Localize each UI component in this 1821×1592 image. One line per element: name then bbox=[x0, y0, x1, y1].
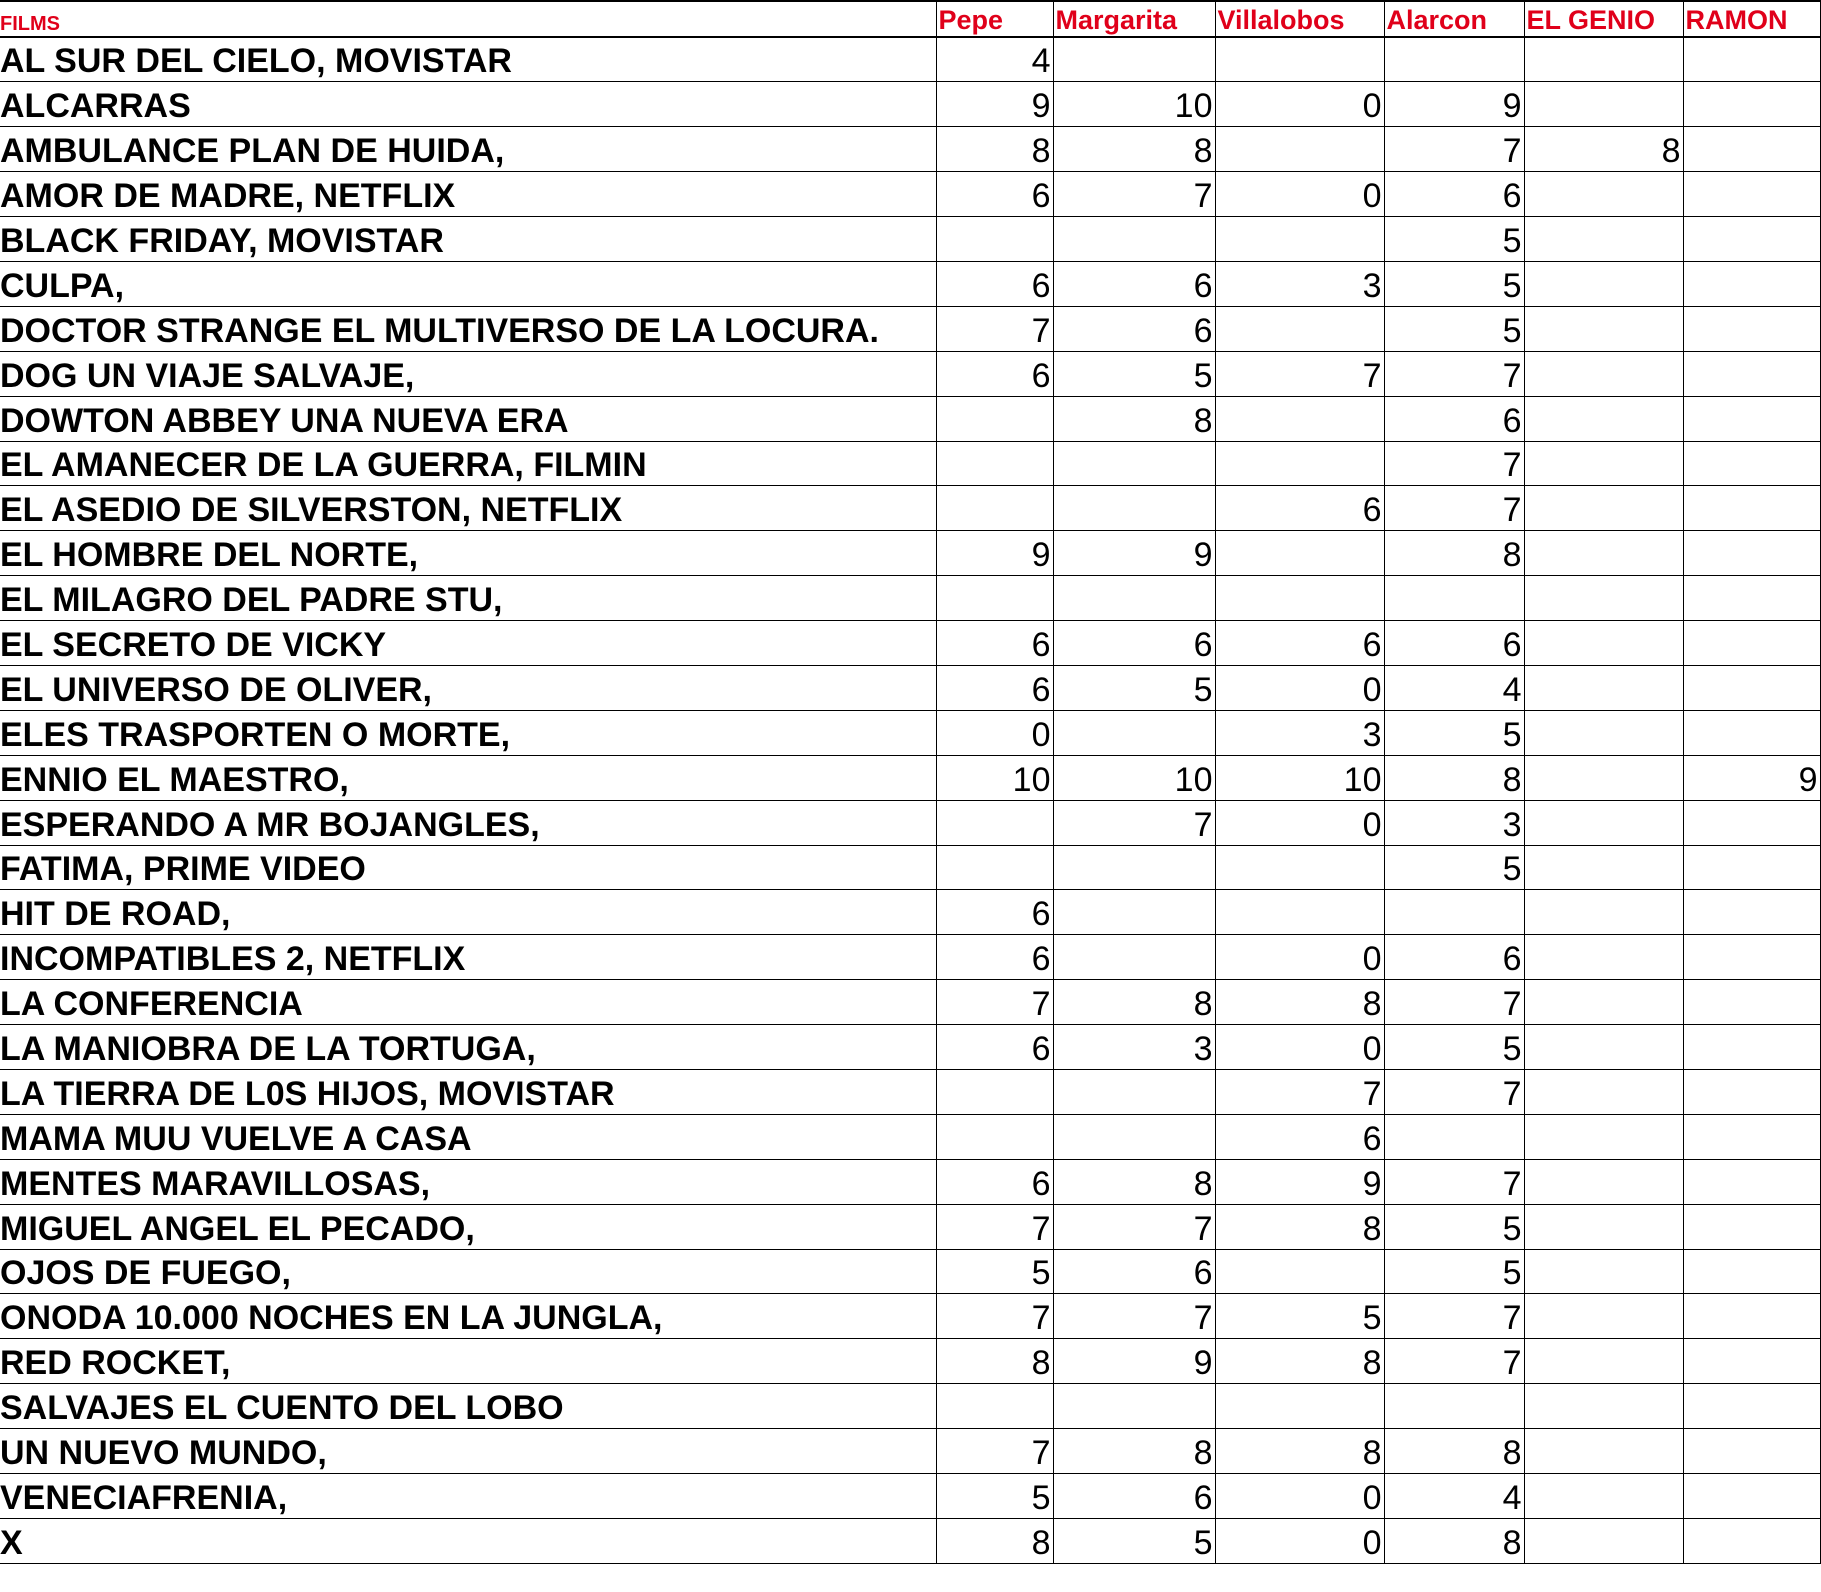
score-cell[interactable]: 6 bbox=[1384, 172, 1524, 217]
score-cell[interactable]: 8 bbox=[1053, 980, 1215, 1025]
table-row bbox=[0, 1518, 1820, 1563]
table-row bbox=[0, 531, 1820, 576]
score-cell[interactable]: 4 bbox=[1384, 1474, 1524, 1519]
table-row bbox=[0, 621, 1820, 666]
score-cell[interactable] bbox=[1215, 217, 1384, 262]
table-row bbox=[0, 1429, 1820, 1474]
score-cell[interactable]: 5 bbox=[1384, 217, 1524, 262]
score-cell[interactable] bbox=[1683, 1249, 1820, 1294]
score-cell[interactable]: 5 bbox=[936, 1249, 1053, 1294]
table-row bbox=[0, 980, 1820, 1025]
score-cell[interactable] bbox=[936, 1069, 1053, 1114]
film-title-cell[interactable]: OJOS DE FUEGO, bbox=[0, 1249, 936, 1294]
score-cell[interactable]: 6 bbox=[1215, 486, 1384, 531]
table-row bbox=[0, 306, 1820, 351]
score-cell[interactable]: 6 bbox=[1384, 621, 1524, 666]
score-cell[interactable]: 6 bbox=[936, 621, 1053, 666]
ratings-body bbox=[0, 37, 1820, 1563]
score-cell[interactable]: 9 bbox=[1053, 1339, 1215, 1384]
film-title-cell[interactable]: BLACK FRIDAY, MOVISTAR bbox=[0, 217, 936, 262]
score-cell[interactable] bbox=[1524, 486, 1683, 531]
score-cell[interactable] bbox=[1683, 37, 1820, 82]
score-cell[interactable]: 9 bbox=[936, 531, 1053, 576]
score-cell[interactable]: 8 bbox=[1215, 1429, 1384, 1474]
table-row bbox=[0, 1069, 1820, 1114]
header-cell-alarcon[interactable]: Alarcon bbox=[1384, 1, 1524, 37]
table-row bbox=[0, 755, 1820, 800]
score-cell[interactable]: 5 bbox=[1215, 1294, 1384, 1339]
score-cell[interactable] bbox=[1524, 1518, 1683, 1563]
score-cell[interactable]: 8 bbox=[1053, 396, 1215, 441]
score-cell[interactable] bbox=[1524, 890, 1683, 935]
score-cell[interactable] bbox=[1053, 217, 1215, 262]
score-cell[interactable] bbox=[1683, 980, 1820, 1025]
header-cell-villalobos[interactable]: Villalobos bbox=[1215, 1, 1384, 37]
score-cell[interactable]: 8 bbox=[1384, 755, 1524, 800]
score-cell[interactable]: 7 bbox=[1384, 127, 1524, 172]
film-title-cell[interactable]: EL SECRETO DE VICKY bbox=[0, 621, 936, 666]
score-cell[interactable]: 6 bbox=[1215, 1114, 1384, 1159]
table-row bbox=[0, 1025, 1820, 1070]
score-cell[interactable] bbox=[1524, 980, 1683, 1025]
score-cell[interactable]: 6 bbox=[936, 1025, 1053, 1070]
table-row bbox=[0, 1339, 1820, 1384]
score-cell[interactable]: 9 bbox=[1215, 1159, 1384, 1204]
score-cell[interactable] bbox=[1053, 1114, 1215, 1159]
score-cell[interactable]: 8 bbox=[1215, 1339, 1384, 1384]
score-cell[interactable]: 5 bbox=[1384, 845, 1524, 890]
score-cell[interactable] bbox=[1524, 1474, 1683, 1519]
score-cell[interactable]: 4 bbox=[936, 37, 1053, 82]
score-cell[interactable]: 7 bbox=[1384, 1339, 1524, 1384]
table-row bbox=[0, 261, 1820, 306]
score-cell[interactable]: 10 bbox=[936, 755, 1053, 800]
table-row bbox=[0, 1384, 1820, 1429]
film-title-cell[interactable]: DOWTON ABBEY UNA NUEVA ERA bbox=[0, 396, 936, 441]
score-cell[interactable] bbox=[1683, 217, 1820, 262]
film-title-cell[interactable]: AMBULANCE PLAN DE HUIDA, bbox=[0, 127, 936, 172]
score-cell[interactable] bbox=[1683, 890, 1820, 935]
score-cell[interactable] bbox=[1384, 576, 1524, 621]
score-cell[interactable] bbox=[1524, 755, 1683, 800]
score-cell[interactable]: 6 bbox=[936, 890, 1053, 935]
score-cell[interactable]: 9 bbox=[1683, 755, 1820, 800]
score-cell[interactable]: 5 bbox=[1384, 1204, 1524, 1249]
score-cell[interactable]: 10 bbox=[1215, 755, 1384, 800]
score-cell[interactable]: 8 bbox=[1053, 127, 1215, 172]
score-cell[interactable]: 7 bbox=[1384, 1294, 1524, 1339]
score-cell[interactable] bbox=[1524, 1159, 1683, 1204]
score-cell[interactable]: 6 bbox=[1053, 306, 1215, 351]
film-title-cell[interactable]: EL ASEDIO DE SILVERSTON, NETFLIX bbox=[0, 486, 936, 531]
film-title-cell[interactable]: AL SUR DEL CIELO, MOVISTAR bbox=[0, 37, 936, 82]
score-cell[interactable] bbox=[1215, 845, 1384, 890]
score-cell[interactable] bbox=[1384, 890, 1524, 935]
film-title-cell[interactable]: MIGUEL ANGEL EL PECADO, bbox=[0, 1204, 936, 1249]
score-cell[interactable]: 6 bbox=[936, 351, 1053, 396]
film-title-cell[interactable]: VENECIAFRENIA, bbox=[0, 1474, 936, 1519]
score-cell[interactable]: 7 bbox=[1384, 1069, 1524, 1114]
score-cell[interactable] bbox=[1215, 1249, 1384, 1294]
film-title-cell[interactable]: EL MILAGRO DEL PADRE STU, bbox=[0, 576, 936, 621]
score-cell[interactable] bbox=[936, 486, 1053, 531]
header-cell-pepe[interactable]: Pepe bbox=[936, 1, 1053, 37]
score-cell[interactable]: 8 bbox=[1215, 1204, 1384, 1249]
score-cell[interactable] bbox=[1524, 710, 1683, 755]
score-cell[interactable]: 5 bbox=[936, 1474, 1053, 1519]
score-cell[interactable]: 8 bbox=[936, 1339, 1053, 1384]
score-cell[interactable]: 3 bbox=[1053, 1025, 1215, 1070]
score-cell[interactable] bbox=[1524, 1294, 1683, 1339]
score-cell[interactable] bbox=[1053, 1384, 1215, 1429]
score-cell[interactable]: 7 bbox=[936, 980, 1053, 1025]
film-title-cell[interactable]: UN NUEVO MUNDO, bbox=[0, 1429, 936, 1474]
table-row bbox=[0, 710, 1820, 755]
film-title-cell[interactable]: MENTES MARAVILLOSAS, bbox=[0, 1159, 936, 1204]
score-cell[interactable]: 6 bbox=[936, 1159, 1053, 1204]
score-cell[interactable] bbox=[1683, 621, 1820, 666]
score-cell[interactable]: 5 bbox=[1384, 1249, 1524, 1294]
score-cell[interactable] bbox=[1524, 1249, 1683, 1294]
score-cell[interactable]: 7 bbox=[1053, 800, 1215, 845]
score-cell[interactable]: 0 bbox=[1215, 172, 1384, 217]
film-title-cell[interactable]: DOG UN VIAJE SALVAJE, bbox=[0, 351, 936, 396]
score-cell[interactable] bbox=[1683, 1339, 1820, 1384]
score-cell[interactable] bbox=[936, 217, 1053, 262]
score-cell[interactable]: 0 bbox=[1215, 1518, 1384, 1563]
score-cell[interactable]: 7 bbox=[1384, 980, 1524, 1025]
score-cell[interactable] bbox=[936, 396, 1053, 441]
score-cell[interactable] bbox=[1524, 306, 1683, 351]
score-cell[interactable]: 8 bbox=[1053, 1429, 1215, 1474]
table-row bbox=[0, 1159, 1820, 1204]
score-cell[interactable]: 0 bbox=[1215, 665, 1384, 710]
score-cell[interactable] bbox=[1524, 1429, 1683, 1474]
table-row bbox=[0, 82, 1820, 127]
score-cell[interactable]: 7 bbox=[1384, 1159, 1524, 1204]
score-cell[interactable]: 3 bbox=[1215, 261, 1384, 306]
table-row bbox=[0, 800, 1820, 845]
score-cell[interactable] bbox=[1053, 37, 1215, 82]
score-cell[interactable] bbox=[1524, 37, 1683, 82]
score-cell[interactable] bbox=[1524, 665, 1683, 710]
score-cell[interactable] bbox=[1683, 127, 1820, 172]
film-title-cell[interactable]: X bbox=[0, 1518, 936, 1563]
header-cell-margarita[interactable]: Margarita bbox=[1053, 1, 1215, 37]
score-cell[interactable] bbox=[1683, 1159, 1820, 1204]
score-cell[interactable]: 7 bbox=[1215, 351, 1384, 396]
score-cell[interactable] bbox=[1524, 441, 1683, 486]
score-cell[interactable]: 8 bbox=[1053, 1159, 1215, 1204]
score-cell[interactable] bbox=[1053, 1069, 1215, 1114]
score-cell[interactable] bbox=[1683, 1518, 1820, 1563]
table-row bbox=[0, 890, 1820, 935]
film-title-cell[interactable]: EL UNIVERSO DE OLIVER, bbox=[0, 665, 936, 710]
score-cell[interactable] bbox=[1524, 82, 1683, 127]
score-cell[interactable]: 6 bbox=[936, 665, 1053, 710]
score-cell[interactable] bbox=[1683, 845, 1820, 890]
header-cell-ramon[interactable]: RAMON bbox=[1683, 1, 1820, 37]
score-cell[interactable] bbox=[1683, 172, 1820, 217]
score-cell[interactable]: 8 bbox=[1384, 1429, 1524, 1474]
table-row bbox=[0, 37, 1820, 82]
film-title-cell[interactable]: ENNIO EL MAESTRO, bbox=[0, 755, 936, 800]
score-cell[interactable]: 5 bbox=[1384, 261, 1524, 306]
film-title-cell[interactable]: EL HOMBRE DEL NORTE, bbox=[0, 531, 936, 576]
film-title-cell[interactable]: HIT DE ROAD, bbox=[0, 890, 936, 935]
score-cell[interactable] bbox=[936, 576, 1053, 621]
score-cell[interactable] bbox=[1683, 1204, 1820, 1249]
score-cell[interactable]: 7 bbox=[1384, 351, 1524, 396]
score-cell[interactable] bbox=[1215, 441, 1384, 486]
film-title-cell[interactable]: ONODA 10.000 NOCHES EN LA JUNGLA, bbox=[0, 1294, 936, 1339]
score-cell[interactable]: 0 bbox=[1215, 1025, 1384, 1070]
score-cell[interactable] bbox=[1053, 486, 1215, 531]
score-cell[interactable] bbox=[1524, 261, 1683, 306]
score-cell[interactable]: 6 bbox=[936, 935, 1053, 980]
score-cell[interactable] bbox=[1215, 306, 1384, 351]
score-cell[interactable]: 5 bbox=[1053, 665, 1215, 710]
score-cell[interactable] bbox=[1215, 127, 1384, 172]
score-cell[interactable]: 7 bbox=[1053, 1204, 1215, 1249]
score-cell[interactable]: 6 bbox=[936, 261, 1053, 306]
score-cell[interactable]: 5 bbox=[1384, 710, 1524, 755]
table-row bbox=[0, 217, 1820, 262]
score-cell[interactable]: 8 bbox=[936, 1518, 1053, 1563]
score-cell[interactable] bbox=[1683, 441, 1820, 486]
score-cell[interactable] bbox=[1683, 396, 1820, 441]
score-cell[interactable] bbox=[1524, 1339, 1683, 1384]
score-cell[interactable]: 7 bbox=[1384, 441, 1524, 486]
table-row bbox=[0, 172, 1820, 217]
film-title-cell[interactable]: DOCTOR STRANGE EL MULTIVERSO DE LA LOCURA. bbox=[0, 306, 936, 351]
score-cell[interactable]: 5 bbox=[1053, 351, 1215, 396]
table-row bbox=[0, 665, 1820, 710]
score-cell[interactable] bbox=[1524, 935, 1683, 980]
score-cell[interactable]: 0 bbox=[1215, 82, 1384, 127]
score-cell[interactable] bbox=[1524, 1069, 1683, 1114]
film-title-cell[interactable]: CULPA, bbox=[0, 261, 936, 306]
score-cell[interactable] bbox=[1524, 1025, 1683, 1070]
score-cell[interactable]: 7 bbox=[936, 1294, 1053, 1339]
score-cell[interactable]: 10 bbox=[1053, 755, 1215, 800]
score-cell[interactable] bbox=[1524, 1204, 1683, 1249]
score-cell[interactable] bbox=[1053, 441, 1215, 486]
score-cell[interactable] bbox=[936, 800, 1053, 845]
score-cell[interactable]: 10 bbox=[1053, 82, 1215, 127]
table-row bbox=[0, 935, 1820, 980]
score-cell[interactable]: 8 bbox=[1384, 531, 1524, 576]
score-cell[interactable] bbox=[1683, 1114, 1820, 1159]
score-cell[interactable]: 6 bbox=[1053, 1249, 1215, 1294]
film-title-cell[interactable]: AMOR DE MADRE, NETFLIX bbox=[0, 172, 936, 217]
score-cell[interactable]: 9 bbox=[1384, 82, 1524, 127]
score-cell[interactable]: 0 bbox=[936, 710, 1053, 755]
score-cell[interactable] bbox=[1384, 37, 1524, 82]
score-cell[interactable]: 8 bbox=[1384, 1518, 1524, 1563]
score-cell[interactable] bbox=[936, 1384, 1053, 1429]
score-cell[interactable] bbox=[1683, 351, 1820, 396]
score-cell[interactable]: 0 bbox=[1215, 1474, 1384, 1519]
table-row bbox=[0, 1249, 1820, 1294]
film-title-cell[interactable]: LA MANIOBRA DE LA TORTUGA, bbox=[0, 1025, 936, 1070]
table-row bbox=[0, 127, 1820, 172]
score-cell[interactable] bbox=[1683, 935, 1820, 980]
score-cell[interactable] bbox=[1524, 172, 1683, 217]
table-row bbox=[0, 1114, 1820, 1159]
header-cell-el-genio[interactable]: EL GENIO bbox=[1524, 1, 1683, 37]
table-row bbox=[0, 845, 1820, 890]
score-cell[interactable]: 8 bbox=[936, 127, 1053, 172]
header-row bbox=[0, 1, 1820, 37]
table-row bbox=[0, 441, 1820, 486]
film-title-cell[interactable]: RED ROCKET, bbox=[0, 1339, 936, 1384]
film-title-cell[interactable]: FATIMA, PRIME VIDEO bbox=[0, 845, 936, 890]
score-cell[interactable]: 9 bbox=[1053, 531, 1215, 576]
table-row bbox=[0, 396, 1820, 441]
score-cell[interactable] bbox=[1683, 531, 1820, 576]
score-cell[interactable]: 8 bbox=[1215, 980, 1384, 1025]
table-row bbox=[0, 1204, 1820, 1249]
score-cell[interactable]: 6 bbox=[1384, 935, 1524, 980]
score-cell[interactable] bbox=[1053, 576, 1215, 621]
score-cell[interactable]: 3 bbox=[1384, 800, 1524, 845]
score-cell[interactable]: 7 bbox=[936, 306, 1053, 351]
score-cell[interactable]: 7 bbox=[936, 1204, 1053, 1249]
film-title-cell[interactable]: EL AMANECER DE LA GUERRA, FILMIN bbox=[0, 441, 936, 486]
score-cell[interactable]: 0 bbox=[1215, 935, 1384, 980]
score-cell[interactable]: 4 bbox=[1384, 665, 1524, 710]
table-row bbox=[0, 486, 1820, 531]
film-title-cell[interactable]: LA TIERRA DE L0S HIJOS, MOVISTAR bbox=[0, 1069, 936, 1114]
score-cell[interactable] bbox=[1524, 621, 1683, 666]
score-cell[interactable] bbox=[1683, 1474, 1820, 1519]
score-cell[interactable] bbox=[1524, 531, 1683, 576]
header-cell-films[interactable]: FILMS bbox=[0, 1, 936, 37]
film-title-cell[interactable]: SALVAJES EL CUENTO DEL LOBO bbox=[0, 1384, 936, 1429]
score-cell[interactable]: 7 bbox=[1384, 486, 1524, 531]
score-cell[interactable] bbox=[1384, 1384, 1524, 1429]
score-cell[interactable] bbox=[936, 1114, 1053, 1159]
score-cell[interactable]: 6 bbox=[1053, 621, 1215, 666]
film-title-cell[interactable]: MAMA MUU VUELVE A CASA bbox=[0, 1114, 936, 1159]
score-cell[interactable]: 6 bbox=[1215, 621, 1384, 666]
score-cell[interactable] bbox=[1215, 396, 1384, 441]
table-row bbox=[0, 351, 1820, 396]
score-cell[interactable]: 9 bbox=[936, 82, 1053, 127]
score-cell[interactable]: 7 bbox=[1053, 172, 1215, 217]
score-cell[interactable] bbox=[1524, 576, 1683, 621]
film-title-cell[interactable]: ESPERANDO A MR BOJANGLES, bbox=[0, 800, 936, 845]
score-cell[interactable] bbox=[1215, 576, 1384, 621]
score-cell[interactable] bbox=[1215, 1384, 1384, 1429]
score-cell[interactable] bbox=[1683, 1069, 1820, 1114]
table-row bbox=[0, 1474, 1820, 1519]
score-cell[interactable] bbox=[1683, 486, 1820, 531]
score-cell[interactable] bbox=[1524, 1384, 1683, 1429]
score-cell[interactable]: 5 bbox=[1053, 1518, 1215, 1563]
score-cell[interactable] bbox=[1053, 845, 1215, 890]
score-cell[interactable] bbox=[1524, 217, 1683, 262]
score-cell[interactable] bbox=[1215, 890, 1384, 935]
score-cell[interactable] bbox=[1683, 261, 1820, 306]
score-cell[interactable]: 3 bbox=[1215, 710, 1384, 755]
score-cell[interactable] bbox=[1683, 665, 1820, 710]
score-cell[interactable] bbox=[1524, 800, 1683, 845]
score-cell[interactable]: 6 bbox=[1384, 396, 1524, 441]
score-cell[interactable] bbox=[1524, 351, 1683, 396]
score-cell[interactable]: 5 bbox=[1384, 1025, 1524, 1070]
score-cell[interactable]: 6 bbox=[936, 172, 1053, 217]
score-cell[interactable] bbox=[1524, 845, 1683, 890]
score-cell[interactable] bbox=[1683, 1025, 1820, 1070]
score-cell[interactable]: 7 bbox=[1053, 1294, 1215, 1339]
score-cell[interactable] bbox=[936, 845, 1053, 890]
score-cell[interactable] bbox=[1683, 82, 1820, 127]
score-cell[interactable] bbox=[1683, 576, 1820, 621]
score-cell[interactable] bbox=[1215, 37, 1384, 82]
score-cell[interactable] bbox=[1524, 396, 1683, 441]
film-title-cell[interactable]: INCOMPATIBLES 2, NETFLIX bbox=[0, 935, 936, 980]
score-cell[interactable] bbox=[1053, 890, 1215, 935]
score-cell[interactable]: 6 bbox=[1053, 1474, 1215, 1519]
score-cell[interactable]: 5 bbox=[1384, 306, 1524, 351]
score-cell[interactable] bbox=[936, 441, 1053, 486]
film-title-cell[interactable]: LA CONFERENCIA bbox=[0, 980, 936, 1025]
score-cell[interactable] bbox=[1683, 1384, 1820, 1429]
film-title-cell[interactable]: ALCARRAS bbox=[0, 82, 936, 127]
score-cell[interactable]: 7 bbox=[1215, 1069, 1384, 1114]
score-cell[interactable]: 7 bbox=[936, 1429, 1053, 1474]
score-cell[interactable] bbox=[1053, 935, 1215, 980]
score-cell[interactable] bbox=[1683, 710, 1820, 755]
score-cell[interactable] bbox=[1053, 710, 1215, 755]
score-cell[interactable] bbox=[1524, 1114, 1683, 1159]
score-cell[interactable] bbox=[1683, 1294, 1820, 1339]
score-cell[interactable] bbox=[1384, 1114, 1524, 1159]
table-row bbox=[0, 1294, 1820, 1339]
score-cell[interactable] bbox=[1215, 531, 1384, 576]
score-cell[interactable]: 0 bbox=[1215, 800, 1384, 845]
score-cell[interactable] bbox=[1683, 306, 1820, 351]
score-cell[interactable] bbox=[1683, 800, 1820, 845]
film-title-cell[interactable]: ELES TRASPORTEN O MORTE, bbox=[0, 710, 936, 755]
score-cell[interactable]: 6 bbox=[1053, 261, 1215, 306]
table-row bbox=[0, 576, 1820, 621]
score-cell[interactable]: 8 bbox=[1524, 127, 1683, 172]
score-cell[interactable] bbox=[1683, 1429, 1820, 1474]
